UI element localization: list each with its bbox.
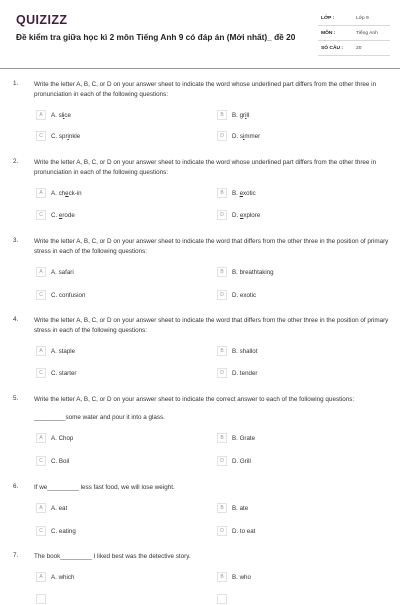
question-number: 3. (13, 237, 19, 244)
option-text: C. starter (51, 370, 77, 377)
option-letter: A (36, 433, 46, 443)
option-letter: B (217, 188, 227, 198)
question-prompt: Write the letter A, B, C, or D on your answer sheet to indicate the correct answer to each of the following questions: (34, 396, 355, 403)
option-text: D. explore (232, 212, 261, 219)
option-letter: B (217, 433, 227, 443)
option-text: B. grill (232, 112, 250, 119)
meta-value: Lớp 9 (356, 16, 369, 21)
option-letter: D (217, 526, 227, 536)
option-text: D. exotic (232, 292, 257, 299)
question-prompt: Write the letter A, B, C, or D on your answer sheet to indicate the word that differs from the other three in the position of primary stress in each of the following questions: (34, 238, 389, 256)
question-number: 1. (13, 80, 19, 87)
option-letter: B (217, 267, 227, 277)
question-number: 4. (13, 316, 19, 323)
option-text: B. exotic (232, 190, 256, 197)
option-letter: A (36, 503, 46, 513)
option-letter: A (36, 572, 46, 582)
question-prompt: Write the letter A, B, C, or D on your answer sheet to indicate the word that differs from the other three in the position of primary stress in each of the following questions: (34, 317, 389, 335)
option-letter (36, 594, 46, 604)
option-letter: B (217, 346, 227, 356)
option-letter: D (217, 290, 227, 300)
option-text: A. slice (51, 112, 71, 119)
option-text: C. eating (51, 528, 76, 535)
option-letter: D (217, 210, 227, 220)
option-letter (217, 594, 227, 604)
option-text: A. check-in (51, 190, 82, 197)
meta-divider (318, 25, 390, 26)
worksheet-header (0, 0, 400, 62)
option-text: A. Chop (51, 435, 74, 442)
option-letter: B (217, 572, 227, 582)
option-letter: D (217, 131, 227, 141)
option-text: C. confusion (51, 292, 86, 299)
option-letter: C (36, 526, 46, 536)
option-text: D. tender (232, 370, 258, 377)
option-text: D. Grill (232, 458, 251, 465)
meta-divider (318, 55, 390, 56)
option-letter: A (36, 346, 46, 356)
option-letter: A (36, 110, 46, 120)
quizizz-logo: QUIZIZZ (16, 13, 68, 27)
option-text: C. sprinkle (51, 133, 81, 140)
option-letter: D (217, 368, 227, 378)
meta-value: Tiếng Anh (356, 31, 378, 36)
header-divider (0, 68, 400, 69)
meta-divider (318, 40, 390, 41)
meta-value: 20 (356, 46, 362, 51)
question-number: 7. (13, 552, 19, 559)
option-text: C. erode (51, 212, 75, 219)
question-sub-prompt: _________some water and pour it into a glass. (34, 414, 165, 421)
option-letter: C (36, 290, 46, 300)
question-prompt: The book_________ I liked best was the detective story. (34, 553, 191, 560)
option-letter: B (217, 110, 227, 120)
option-letter: C (36, 131, 46, 141)
question-prompt: Write the letter A, B, C, or D on your answer sheet to indicate the word whose underlined part differs from the other three in pronunciation in each of the following questions: (34, 159, 377, 177)
option-letter: B (217, 503, 227, 513)
option-text: A. which (51, 574, 75, 581)
option-text: B. shallot (232, 348, 258, 355)
option-text: C. Boil (51, 458, 70, 465)
option-text: A. safari (51, 269, 74, 276)
option-text: A. eat (51, 505, 68, 512)
option-letter: D (217, 456, 227, 466)
question-prompt: If we_________ less fast food, we will lose weight. (34, 484, 175, 491)
option-text: B. who (232, 574, 251, 581)
question-number: 6. (13, 483, 19, 490)
option-text: B. Grate (232, 435, 256, 442)
option-text: B. ate (232, 505, 249, 512)
option-letter: C (36, 456, 46, 466)
option-letter: C (36, 368, 46, 378)
question-number: 5. (13, 395, 19, 402)
option-letter: A (36, 267, 46, 277)
option-text: B. breathtaking (232, 269, 274, 276)
question-number: 2. (13, 158, 19, 165)
meta-label: SỐ CÂU : (321, 46, 344, 51)
option-text: D. simmer (232, 133, 261, 140)
option-letter: A (36, 188, 46, 198)
option-text: A. staple (51, 348, 76, 355)
option-text: D. to eat (232, 528, 256, 535)
meta-label: MÔN : (321, 31, 336, 36)
worksheet-title: Đề kiểm tra giữa học kì 2 môn Tiếng Anh 9 có đáp án (Mới nhất)_ đề 20 (16, 32, 296, 42)
meta-label: LỚP : (321, 16, 335, 21)
option-letter: C (36, 210, 46, 220)
question-prompt: Write the letter A, B, C, or D on your answer sheet to indicate the word whose underlined part differs from the other three in pronunciation in each of the following questions: (34, 81, 377, 99)
